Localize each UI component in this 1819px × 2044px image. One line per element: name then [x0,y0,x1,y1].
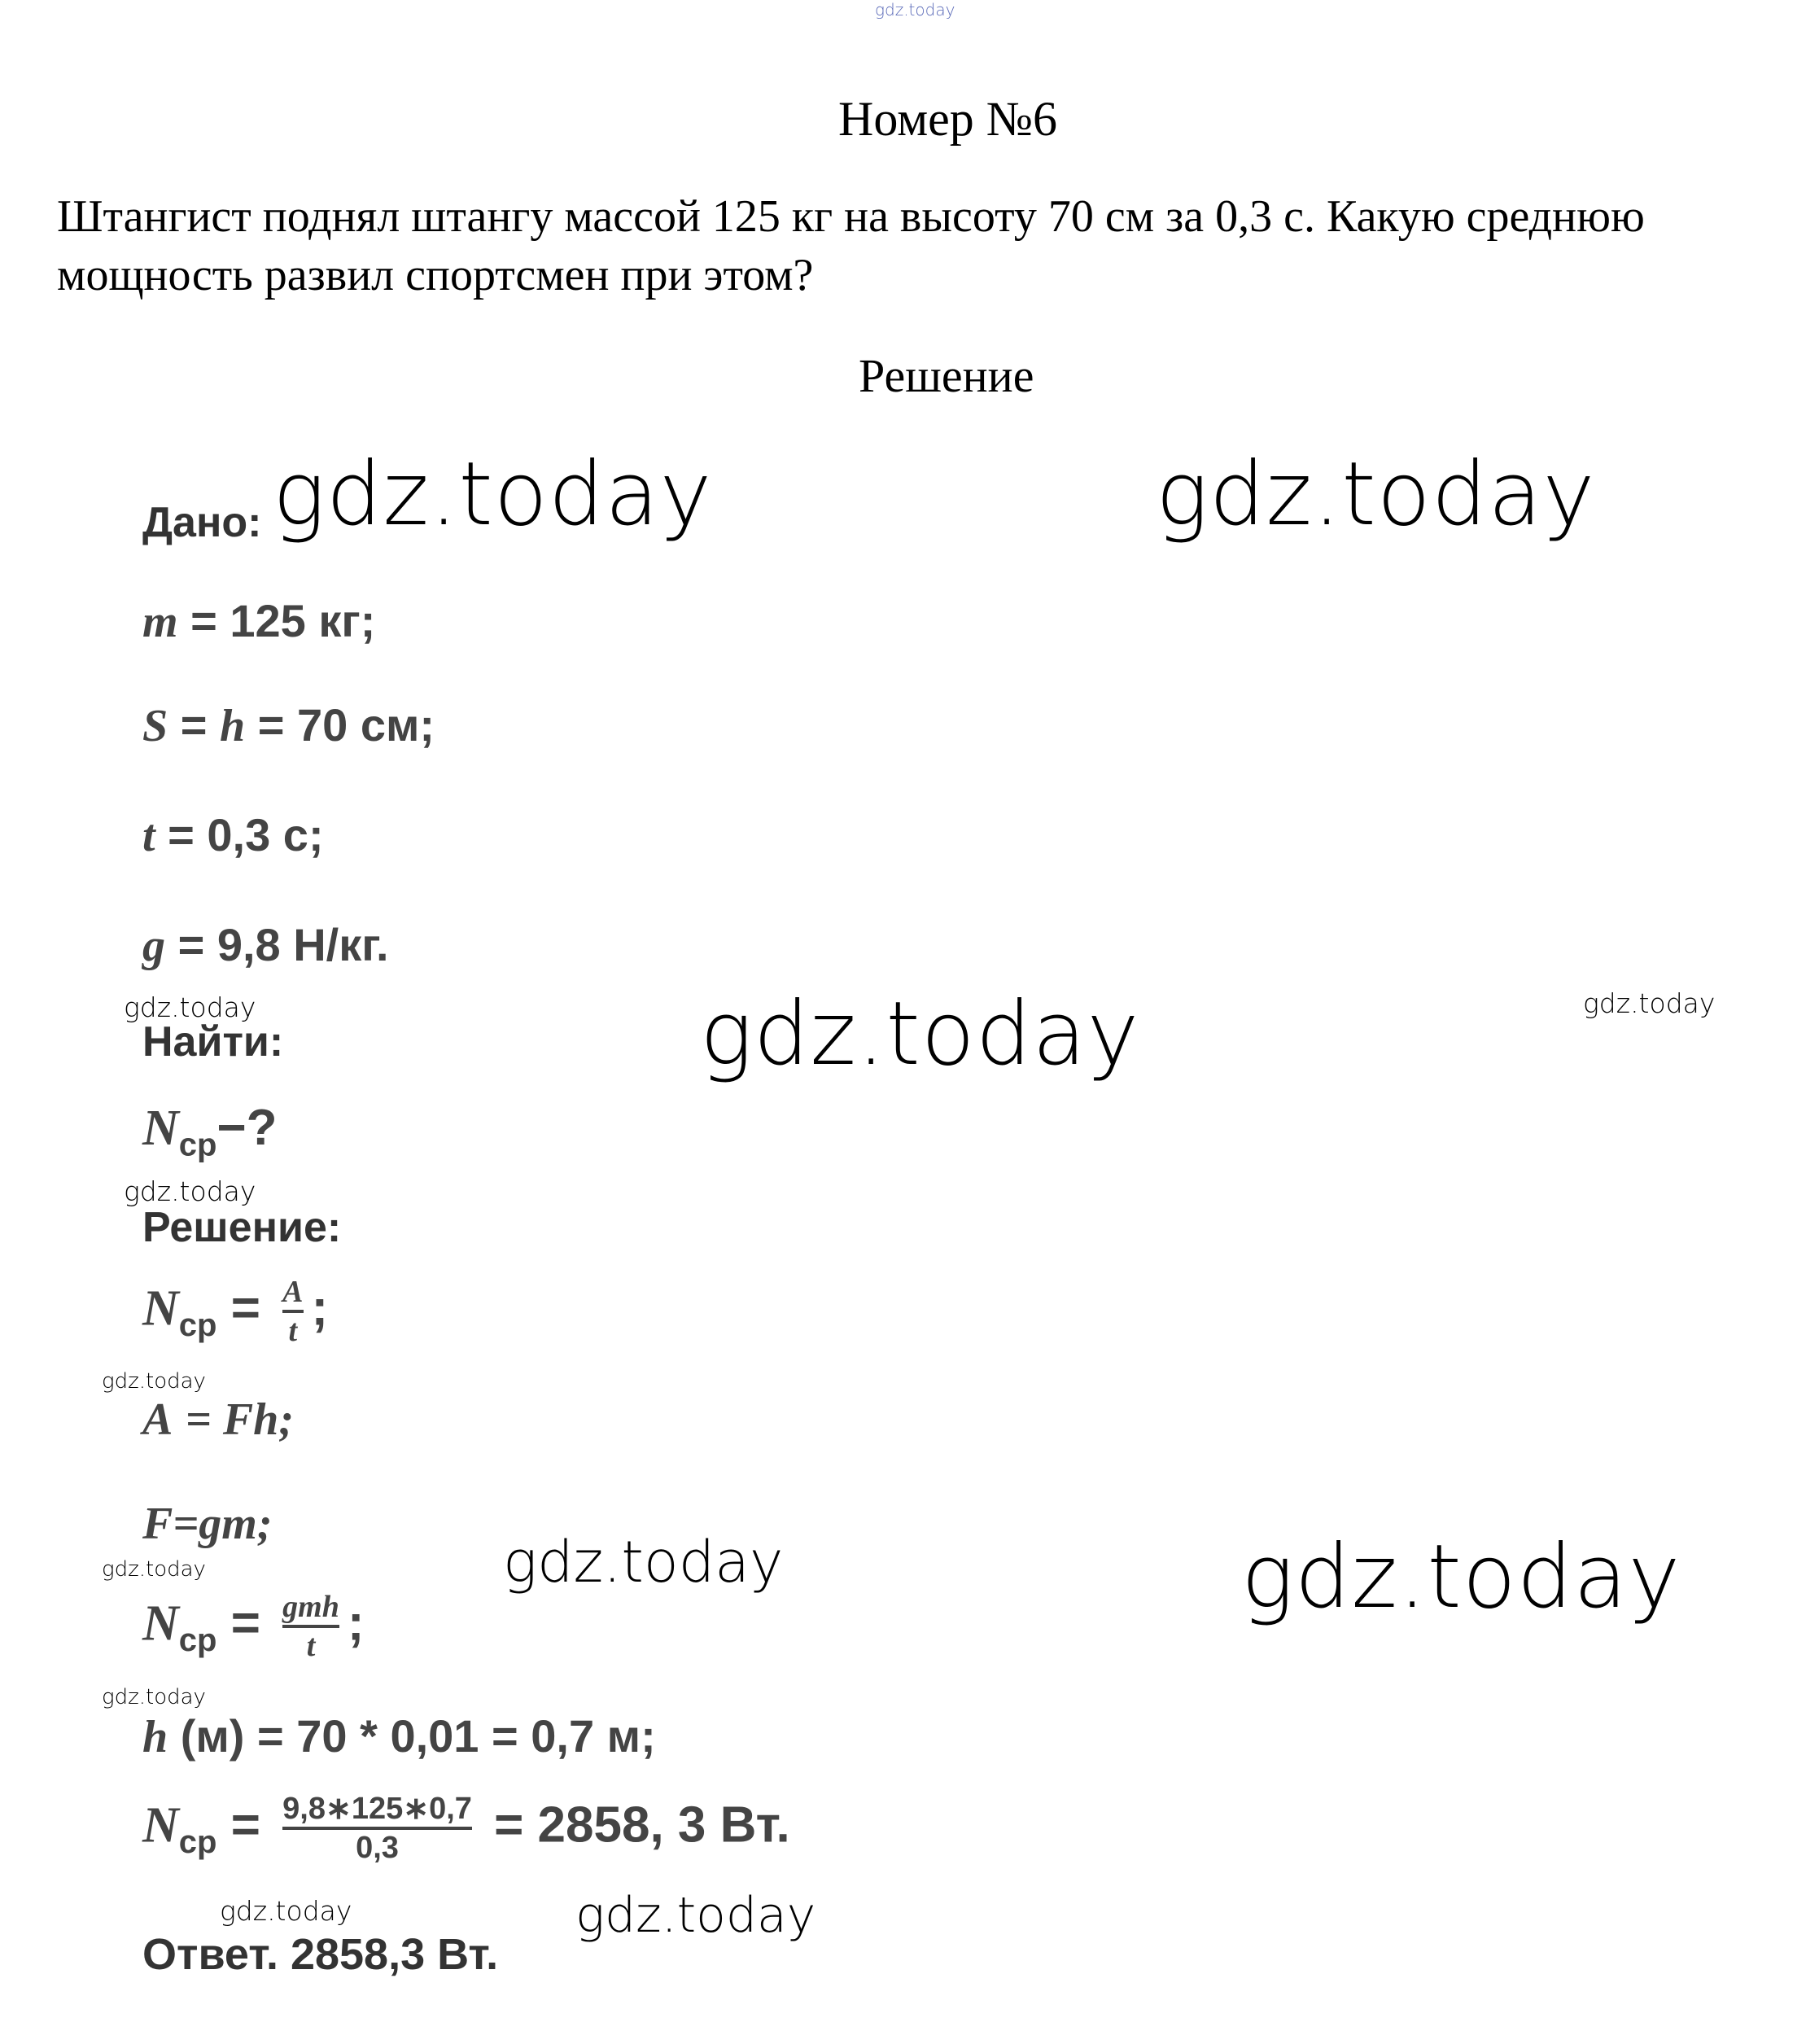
watermark-6: gdz.today [124,1175,256,1207]
find-label: Найти: [142,1018,284,1066]
m-symbol: m [142,597,178,647]
force-line: F=gm; [142,1499,273,1549]
watermark-1: gdz.today [273,444,713,545]
find-power [142,1099,278,1163]
m-value: = 125 кг; [190,595,376,646]
formula-result [142,1791,790,1866]
formula-height-conversion [142,1709,656,1763]
equals-sign: = [230,1280,260,1337]
solution-heading: Решение [859,349,1034,402]
result-value: = 2858, 3 Вт. [494,1797,790,1854]
s-symbol: S [142,701,168,751]
given-mass [142,594,375,648]
h-symbol: h [142,1712,168,1762]
formula-power [142,1274,328,1349]
watermark-5: gdz.today [1583,987,1716,1019]
formula-work [142,1392,294,1446]
fraction-numeric [282,1791,472,1866]
find-question: −? [216,1100,278,1156]
equals-sign: = [230,1595,260,1652]
watermark-2: gdz.today [1156,444,1596,545]
answer-line: Ответ. 2858,3 Вт. [142,1930,499,1979]
watermark-3: gdz.today [124,991,256,1023]
g-value: = 9,8 Н/кг. [177,919,389,970]
fraction-denominator: 0,3 [356,1831,399,1865]
given-height [142,698,435,752]
N-subscript: ср [178,1127,217,1163]
A-symbol: A [142,1394,173,1445]
watermark-4: gdz.today [700,983,1140,1085]
fraction-gmh-over-t [282,1589,339,1664]
equals-sign: = [230,1797,260,1854]
fraction-denominator: t [288,1314,298,1348]
t-symbol: t [142,811,155,861]
height-conversion: (м) = 70 * 0,01 = 0,7 м; [180,1710,656,1762]
watermark-9: gdz.today [1241,1526,1681,1628]
watermark-13: gdz.today [575,1887,816,1944]
watermark-top: gdz.today [875,0,955,20]
formula-force [142,1496,272,1550]
h-symbol: h [219,701,246,751]
semicolon: ; [347,1595,365,1652]
watermark-7: gdz.today [102,1369,206,1394]
given-time [142,808,324,862]
fraction-denominator: t [306,1629,316,1663]
page-title: Номер №6 [838,92,1058,146]
fraction-numerator: A [282,1275,304,1309]
watermark-10: gdz.today [102,1557,206,1582]
formula-power-expanded [142,1589,365,1664]
N-subscript: ср [178,1306,217,1343]
s-value: = 70 см; [257,699,435,751]
given-label: Дано: [142,499,262,546]
given-gravity [142,918,389,972]
t-value: = 0,3 с; [168,809,324,860]
fraction-A-over-t [282,1274,303,1349]
work-rhs: = Fh; [185,1394,294,1445]
g-symbol: g [142,921,165,971]
semicolon: ; [311,1280,329,1337]
problem-text: Штангист поднял штангу массой 125 кг на высоту 70 см за 0,3 с. Какую среднюю мощность развил спортсмен при этом? [57,191,1645,300]
N-symbol: N [142,1280,179,1337]
s-eq: = [180,699,208,751]
watermark-11: gdz.today [102,1685,206,1709]
watermark-12: gdz.today [220,1895,352,1927]
N-subscript: ср [178,1622,217,1658]
fraction-numerator: gmh [282,1590,339,1624]
watermark-8: gdz.today [503,1529,784,1595]
N-subscript: ср [178,1823,217,1860]
fraction-numerator: 9,8∗125∗0,7 [282,1792,472,1826]
solution-label: Решение: [142,1204,342,1251]
N-symbol: N [142,1797,179,1854]
N-symbol: N [142,1101,179,1156]
N-symbol: N [142,1595,179,1652]
